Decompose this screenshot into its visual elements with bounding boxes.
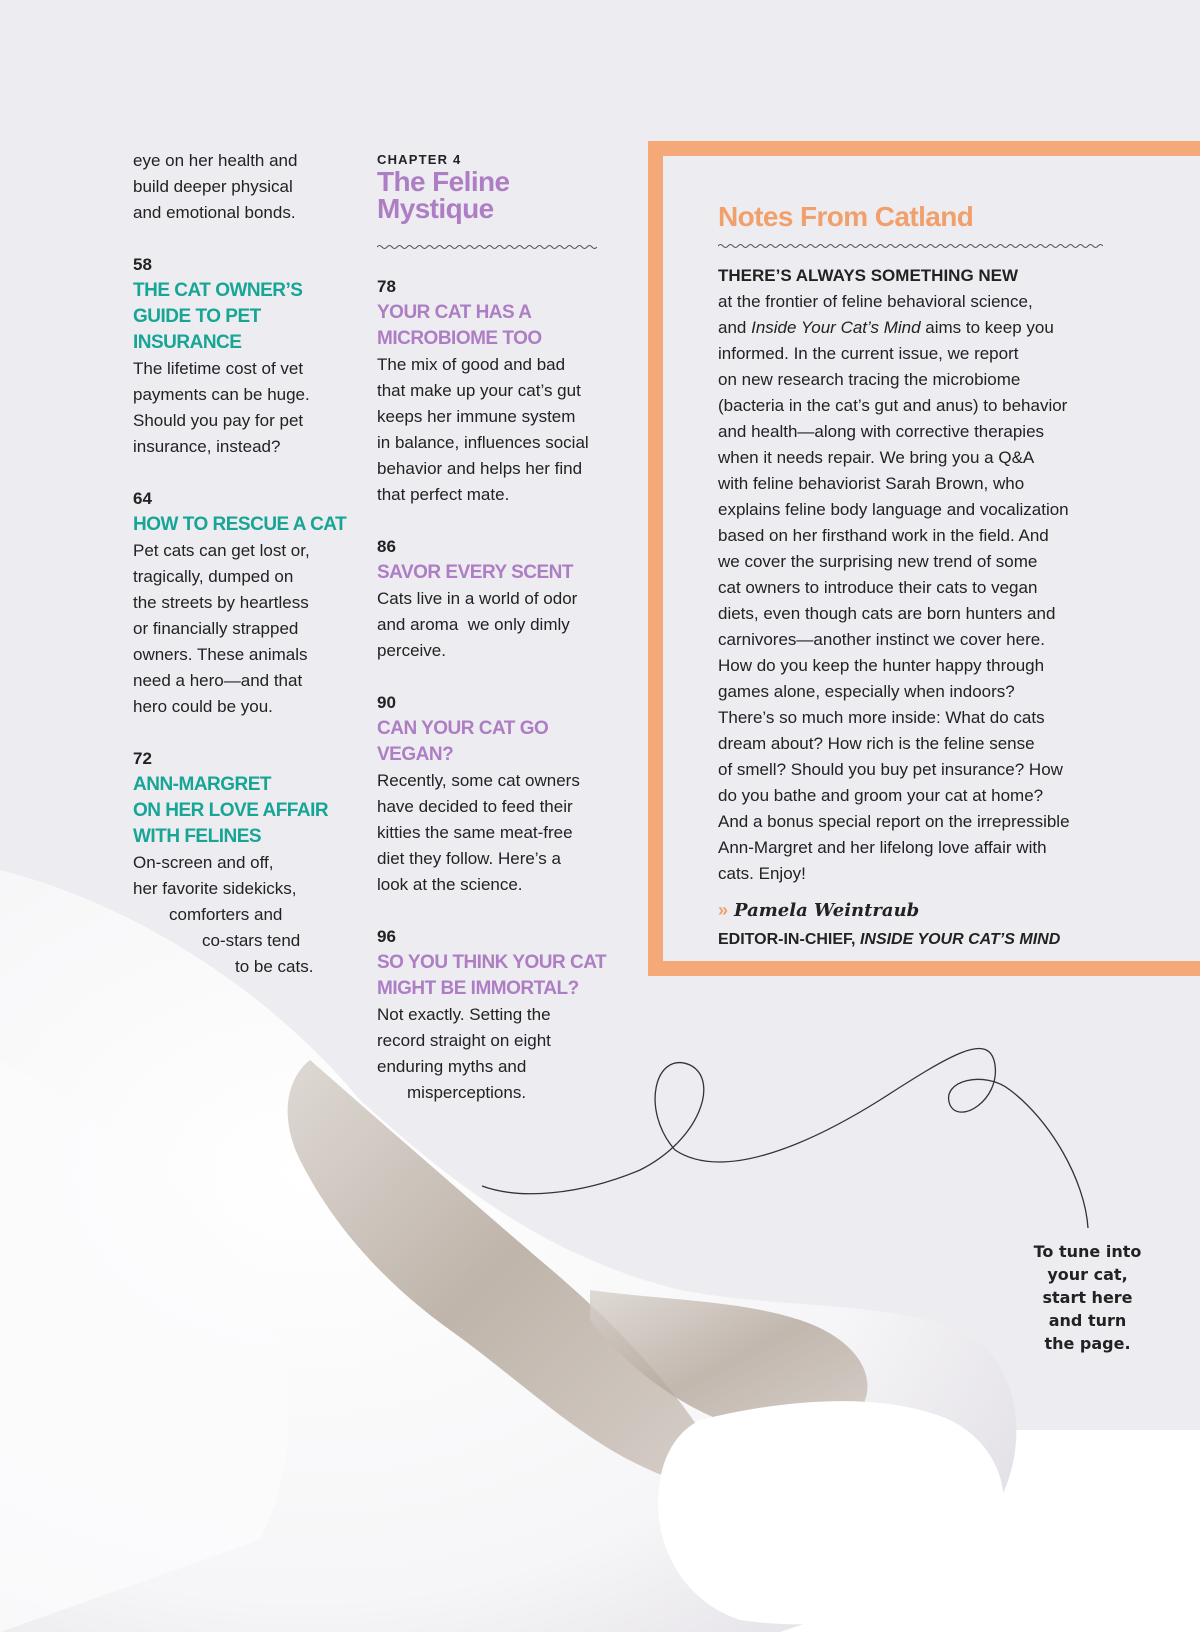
entry-description: payments can be huge. <box>133 385 310 404</box>
page-number: 90 <box>377 693 396 712</box>
entry-description: tragically, dumped on <box>133 567 294 586</box>
notes-line: and health—along with corrective therapies <box>718 422 1045 441</box>
notes-line: dream about? How rich is the feline sense <box>718 734 1035 753</box>
entry-title: HOW TO RESCUE A CAT <box>133 514 347 535</box>
entry-title: SO YOU THINK YOUR CAT <box>377 952 607 973</box>
entry-description: On-screen and off, <box>133 853 274 872</box>
entry-title: ON HER LOVE AFFAIR <box>133 800 329 821</box>
editor-notes-box <box>648 141 1200 976</box>
toc-column-2 <box>377 152 612 1132</box>
notes-line: we cover the surprising new trend of some <box>718 552 1038 571</box>
entry-description: The lifetime cost of vet <box>133 359 304 378</box>
notes-line: carnivores—another instinct we cover here. <box>718 630 1045 649</box>
entry-title: SAVOR EVERY SCENT <box>377 562 573 583</box>
entry-title: WITH FELINES <box>133 826 262 847</box>
notes-line: at the frontier of feline behavioral science, <box>718 292 1033 311</box>
entry-title: CAN YOUR CAT GO <box>377 718 549 739</box>
notes-line: And a bonus special report on the irrepressible <box>718 812 1070 831</box>
entry-description: misperceptions. <box>407 1083 527 1102</box>
entry-description: or financially strapped <box>133 619 299 638</box>
entry-description: Pet cats can get lost or, <box>133 541 310 560</box>
editor-notes-content <box>718 201 1098 952</box>
entry-description: The mix of good and bad <box>377 355 566 374</box>
entry-description: and aroma we only dimly <box>377 615 570 634</box>
notes-line: based on her firsthand work in the field. And <box>718 526 1049 545</box>
entry-description: Should you pay for pet <box>133 411 304 430</box>
chapter-label: CHAPTER 4 <box>377 152 462 167</box>
chapter-title: The Feline <box>377 166 510 197</box>
entry-description: enduring myths and <box>377 1057 527 1076</box>
entry-description: kitties the same meat-free <box>377 823 573 842</box>
chapter-title: Mystique <box>377 193 494 224</box>
page-number: 86 <box>377 537 396 556</box>
toc-entry-90[interactable] <box>377 690 612 898</box>
entry-description: need a hero—and that <box>133 671 303 690</box>
notes-line: with feline behaviorist Sarah Brown, who <box>718 474 1025 493</box>
entry-title: GUIDE TO PET <box>133 306 261 327</box>
entry-description: keeps her immune system <box>377 407 576 426</box>
notes-lead: THERE’S ALWAYS SOMETHING NEW <box>718 266 1019 285</box>
toc-entry-72[interactable] <box>133 746 363 980</box>
toc-entry-96[interactable] <box>377 924 612 1106</box>
intro-line: and emotional bonds. <box>133 203 296 222</box>
notes-line: on new research tracing the microbiome <box>718 370 1021 389</box>
editor-signature <box>718 897 1098 924</box>
entry-description: Recently, some cat owners <box>377 771 580 790</box>
notes-line: of smell? Should you buy pet insurance? How <box>718 760 1063 779</box>
wavy-divider <box>377 242 597 252</box>
publication-name: INSIDE YOUR CAT’S MIND <box>859 931 1061 948</box>
entry-description: perceive. <box>377 641 446 660</box>
notes-line: cat owners to introduce their cats to vegan <box>718 578 1038 597</box>
notes-line: when it needs repair. We bring you a Q&A <box>718 448 1035 467</box>
notes-title: Notes From Catland <box>718 201 974 232</box>
notes-line: informed. In the current issue, we report <box>718 344 1019 363</box>
intro-text <box>133 148 363 226</box>
notes-line: explains feline body language and vocalization <box>718 500 1069 519</box>
page-number: 72 <box>133 749 152 768</box>
notes-line: cats. Enjoy! <box>718 864 806 883</box>
entry-description: to be cats. <box>235 957 314 976</box>
notes-body <box>718 289 1098 887</box>
entry-title: YOUR CAT HAS A <box>377 302 532 323</box>
intro-line: build deeper physical <box>133 177 293 196</box>
toc-entry-58[interactable] <box>133 252 363 460</box>
entry-description: look at the science. <box>377 875 523 894</box>
notes-line: do you bathe and groom your cat at home? <box>718 786 1044 805</box>
entry-description: that perfect mate. <box>377 485 510 504</box>
editor-role <box>718 928 1098 952</box>
entry-title: MICROBIOME TOO <box>377 328 542 349</box>
entry-title: VEGAN? <box>377 744 454 765</box>
entry-title: ANN-MARGRET <box>133 774 272 795</box>
entry-description: the streets by heartless <box>133 593 309 612</box>
wavy-divider <box>718 241 1103 251</box>
entry-description: Cats live in a world of odor <box>377 589 578 608</box>
entry-title: INSURANCE <box>133 332 242 353</box>
entry-title: MIGHT BE IMMORTAL? <box>377 978 579 999</box>
notes-line: There’s so much more inside: What do cats <box>718 708 1045 727</box>
page-number: 64 <box>133 489 152 508</box>
entry-description: insurance, instead? <box>133 437 281 456</box>
entry-description: owners. These animals <box>133 645 308 664</box>
toc-entry-86[interactable] <box>377 534 612 664</box>
notes-line: and Inside Your Cat’s Mind aims to keep you <box>718 318 1054 337</box>
double-chevron-right-icon: » <box>718 900 729 920</box>
intro-line: eye on her health and <box>133 151 298 170</box>
page-number: 96 <box>377 927 396 946</box>
entry-description: record straight on eight <box>377 1031 551 1050</box>
entry-description: behavior and helps her find <box>377 459 583 478</box>
entry-title: THE CAT OWNER’S <box>133 280 303 301</box>
tune-in-caption: To tune into your cat, start here and turn the page. <box>1033 1242 1142 1353</box>
entry-description: have decided to feed their <box>377 797 573 816</box>
notes-line: games alone, especially when indoors? <box>718 682 1015 701</box>
entry-description: diet they follow. Here’s a <box>377 849 561 868</box>
toc-entry-64[interactable] <box>133 486 363 720</box>
toc-entry-78[interactable] <box>377 274 612 508</box>
entry-description: comforters and <box>169 905 283 924</box>
entry-description: hero could be you. <box>133 697 273 716</box>
entry-description: her favorite sidekicks, <box>133 879 297 898</box>
toc-column-1 <box>133 148 363 1006</box>
signature-name: Pamela Weintraub <box>734 900 920 921</box>
notes-line: How do you keep the hunter happy through <box>718 656 1045 675</box>
role-prefix: EDITOR-IN-CHIEF, <box>718 931 860 948</box>
entry-description: that make up your cat’s gut <box>377 381 581 400</box>
notes-line: Ann-Margret and her lifelong love affair with <box>718 838 1047 857</box>
entry-description: co-stars tend <box>202 931 301 950</box>
notes-line: (bacteria in the cat’s gut and anus) to behavior <box>718 396 1068 415</box>
page-number: 78 <box>377 277 396 296</box>
chapter-header <box>377 152 612 252</box>
entry-description: in balance, influences social <box>377 433 589 452</box>
page-number: 58 <box>133 255 152 274</box>
notes-line: diets, even though cats are born hunters and <box>718 604 1056 623</box>
entry-description: Not exactly. Setting the <box>377 1005 551 1024</box>
